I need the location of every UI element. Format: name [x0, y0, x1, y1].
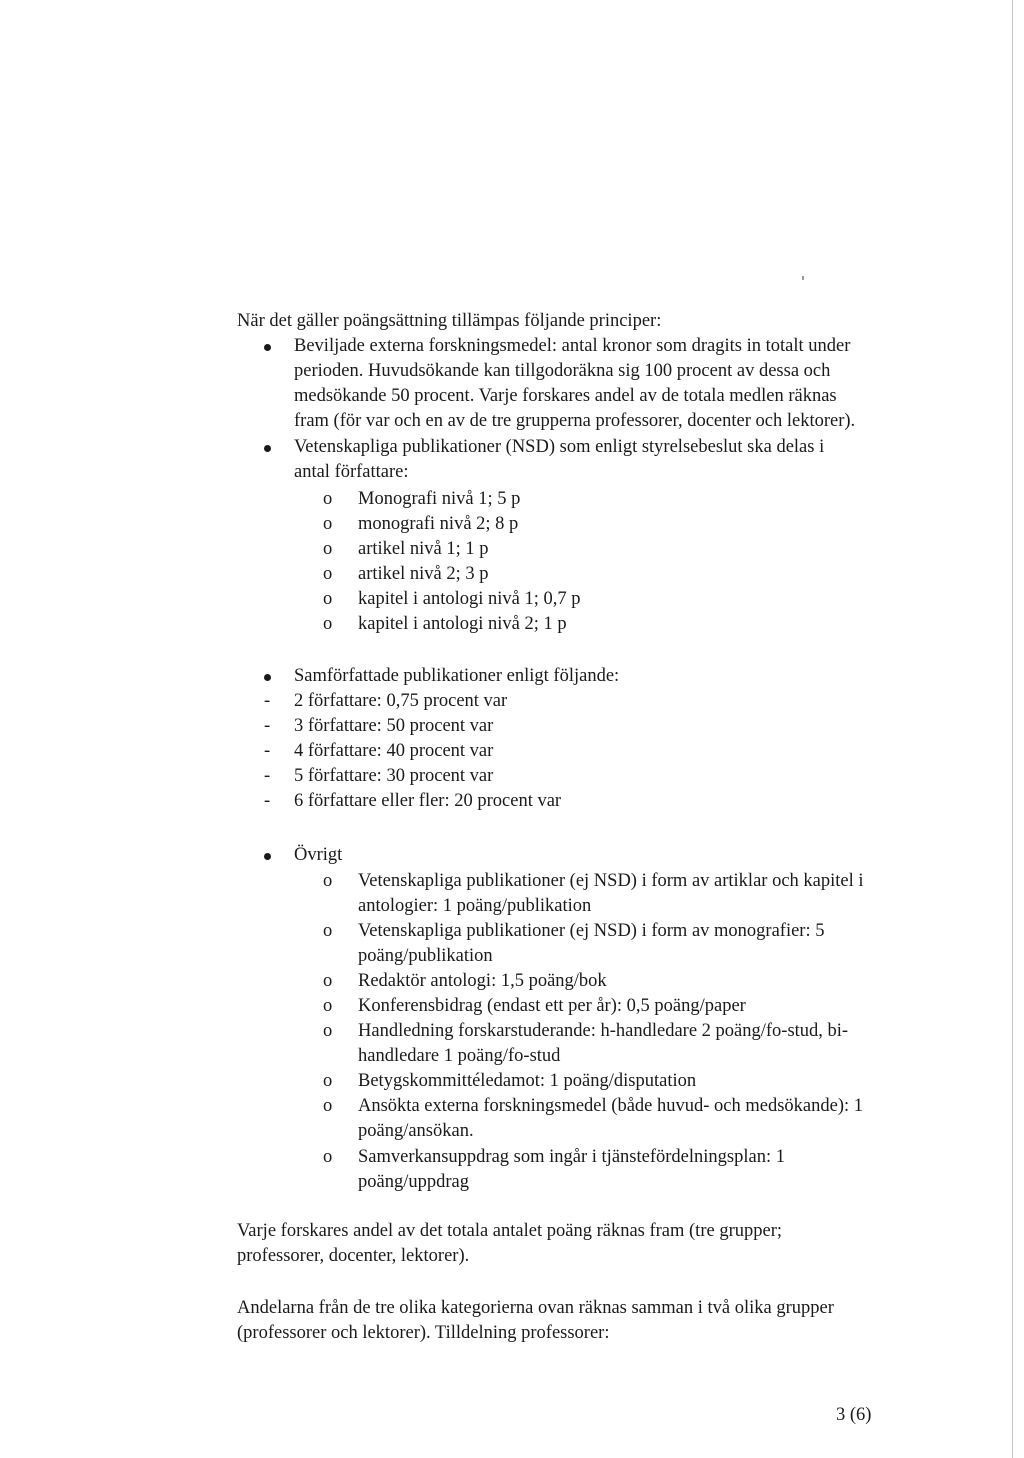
paragraph-groups-line-1: Andelarna från de tre olika kategorierna ovan räknas samman i två olika grupper — [237, 1298, 834, 1318]
dash-bullet-icon: - — [264, 741, 271, 761]
circle-bullet-icon: o — [323, 1147, 333, 1167]
list-item-continuation: poäng/publikation — [358, 946, 493, 966]
bullet-funding-line-4: fram (för var och en av de tre grupperna professorer, docenter och lektorer). — [294, 411, 856, 431]
list-item: artikel nivå 2; 3 p — [358, 564, 489, 584]
paragraph-share-line-1: Varje forskares andel av det totala antalet poäng räknas fram (tre grupper; — [237, 1221, 782, 1241]
bullet-coauthored-text: Samförfattade publikationer enligt följande: — [294, 666, 620, 686]
paragraph-share-line-2: professorer, docenter, lektorer). — [237, 1246, 470, 1266]
page-edge-line — [1012, 0, 1013, 1458]
list-item: Vetenskapliga publikationer (ej NSD) i form av monografier: 5 — [358, 921, 825, 941]
dash-bullet-icon: - — [264, 691, 271, 711]
list-item: 5 författare: 30 procent var — [294, 766, 494, 786]
list-item: Handledning forskarstuderande: h-handledare 2 poäng/fo-stud, bi- — [358, 1021, 849, 1041]
circle-bullet-icon: o — [323, 589, 333, 609]
bullet-other-text: Övrigt — [294, 845, 343, 865]
circle-bullet-icon: o — [323, 1096, 333, 1116]
list-item: Ansökta externa forskningsmedel (både huvud- och medsökande): 1 — [358, 1096, 864, 1116]
list-item: 3 författare: 50 procent var — [294, 716, 494, 736]
bullet-funding-line-3: medsökande 50 procent. Varje forskares andel av de totala medlen räknas — [294, 386, 837, 406]
bullet-funding-line-1: Beviljade externa forskningsmedel: antal kronor som dragits in totalt under — [294, 336, 851, 356]
list-item: Betygskommittéledamot: 1 poäng/disputation — [358, 1071, 697, 1091]
list-item: monografi nivå 2; 8 p — [358, 514, 519, 534]
list-item: Monografi nivå 1; 5 p — [358, 489, 521, 509]
circle-bullet-icon: o — [323, 514, 333, 534]
list-item-continuation: handledare 1 poäng/fo-stud — [358, 1046, 561, 1066]
list-item: Vetenskapliga publikationer (ej NSD) i form av artiklar och kapitel i — [358, 871, 864, 891]
list-item: kapitel i antologi nivå 2; 1 p — [358, 614, 567, 634]
intro-text: När det gäller poängsättning tillämpas följande principer: — [237, 311, 662, 331]
list-item: Samverkansuppdrag som ingår i tjänstefördelningsplan: 1 — [358, 1147, 785, 1167]
scan-speck — [802, 276, 804, 280]
bullet-dot-icon — [264, 445, 271, 452]
list-item: artikel nivå 1; 1 p — [358, 539, 489, 559]
list-item: Redaktör antologi: 1,5 poäng/bok — [358, 971, 607, 991]
circle-bullet-icon: o — [323, 489, 333, 509]
list-item: kapitel i antologi nivå 1; 0,7 p — [358, 589, 581, 609]
bullet-publications-line-2: antal författare: — [294, 462, 409, 482]
dash-bullet-icon: - — [264, 791, 271, 811]
circle-bullet-icon: o — [323, 871, 333, 891]
list-item: 6 författare eller fler: 20 procent var — [294, 791, 562, 811]
circle-bullet-icon: o — [323, 996, 333, 1016]
list-item: 2 författare: 0,75 procent var — [294, 691, 508, 711]
bullet-dot-icon — [264, 674, 271, 681]
circle-bullet-icon: o — [323, 971, 333, 991]
dash-bullet-icon: - — [264, 766, 271, 786]
list-item-continuation: antologier: 1 poäng/publikation — [358, 896, 592, 916]
bullet-dot-icon — [264, 344, 271, 351]
circle-bullet-icon: o — [323, 921, 333, 941]
bullet-dot-icon — [264, 853, 271, 860]
circle-bullet-icon: o — [323, 1071, 333, 1091]
bullet-publications-line-1: Vetenskapliga publikationer (NSD) som enligt styrelsebeslut ska delas i — [294, 437, 825, 457]
bullet-funding-line-2: perioden. Huvudsökande kan tillgodoräkna sig 100 procent av dessa och — [294, 361, 831, 381]
circle-bullet-icon: o — [323, 564, 333, 584]
list-item: 4 författare: 40 procent var — [294, 741, 494, 761]
dash-bullet-icon: - — [264, 716, 271, 736]
list-item-continuation: poäng/uppdrag — [358, 1172, 469, 1192]
list-item: Konferensbidrag (endast ett per år): 0,5 poäng/paper — [358, 996, 746, 1016]
circle-bullet-icon: o — [323, 614, 333, 634]
page-number: 3 (6) — [836, 1405, 872, 1425]
circle-bullet-icon: o — [323, 539, 333, 559]
circle-bullet-icon: o — [323, 1021, 333, 1041]
list-item-continuation: poäng/ansökan. — [358, 1121, 474, 1141]
paragraph-groups-line-2: (professorer och lektorer). Tilldelning professorer: — [237, 1323, 610, 1343]
